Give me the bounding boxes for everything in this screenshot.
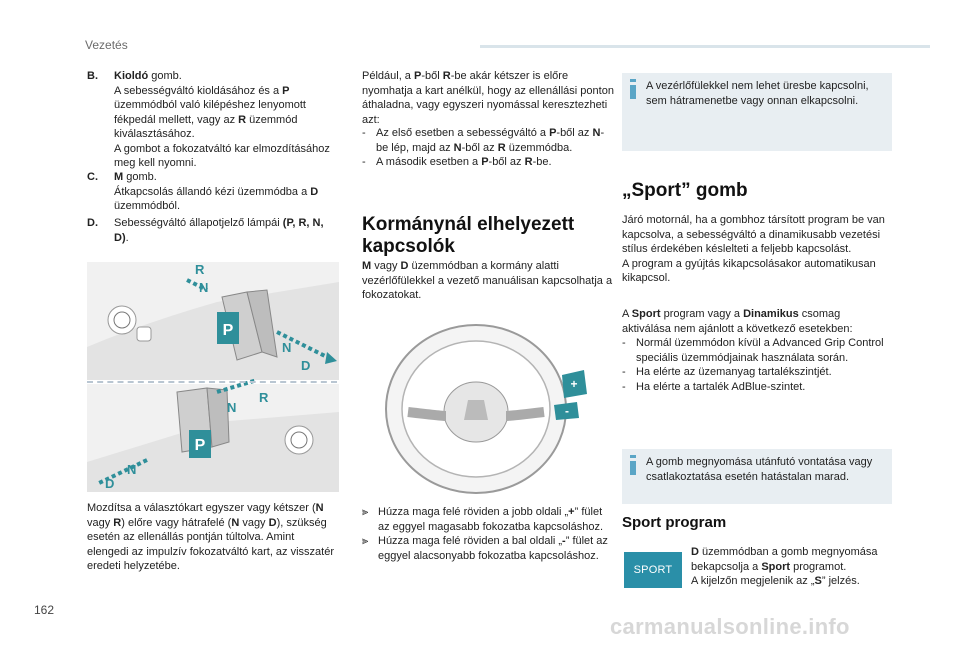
dash-item: - Az első esetben a sebességváltó a P-ből az N-be lép, majd az N-ből az R üzemmódba. (362, 127, 605, 154)
sport-button-icon: SPORT (624, 552, 682, 588)
figure-n2-top: N (282, 340, 292, 355)
info-text: A gomb megnyomása utánfutó vontatása vagy csatlakoztatása esetén hatástalan marad. (646, 456, 873, 483)
section-heading-sport: „Sport” gomb (622, 180, 748, 201)
item-b (87, 69, 337, 171)
figure-n-top: N (199, 280, 209, 295)
dash-item: - Normál üzemmódon kívül a Advanced Grip Control speciális üzemmódjainak használata során. (622, 337, 884, 364)
item-body (114, 69, 337, 171)
item-b-line3: A gombot a fokozatváltó kar elmozdításához meg kell nyomni. (114, 142, 330, 169)
running-header: Vezetés (85, 38, 128, 52)
svg-text:+: + (570, 377, 578, 391)
col3-dash-list (622, 336, 892, 394)
step-item: ⫸ Húzza maga felé röviden a jobb oldali „+” fület az eggyel magasabb fokozatba kapcsoláshoz. (362, 506, 604, 533)
dash-item: - A második esetben a P-ből az R-be. (362, 156, 552, 168)
item-body (114, 170, 337, 214)
item-key: B. (87, 70, 98, 82)
figure-r-top: R (195, 262, 205, 277)
item-c (87, 170, 337, 214)
col2-steps (362, 505, 614, 563)
figure-p-bottom: P (194, 437, 206, 454)
watermark: carmanualsonline.info (610, 614, 850, 639)
subheading-sport-program: Sport program (622, 514, 727, 531)
figure-divider (87, 381, 337, 383)
figure-n-bottom: N (227, 400, 237, 415)
info-icon (630, 455, 640, 498)
header-bar (480, 45, 930, 48)
dash-item: - Ha elérte a tartalék AdBlue-szintet. (622, 380, 806, 393)
item-b-line2: A sebességváltó kioldásához és a P üzemmódból való kilépéshez lenyomott fékpedál mellett, vagy az R üzemmód kiválasztásához. (114, 84, 306, 140)
steering-wheel-figure (372, 320, 604, 498)
figure-d-top: D (301, 358, 311, 373)
col3-para2: A Sport program vagy a Dinamikus csomag aktiválása nem ajánlott a következő esetekben: (622, 308, 853, 335)
sport-program-text: D üzemmódban a gomb megnyomása bekapcsolja a Sport programot. A kijelzőn megjelenik az „S” jelzés. (691, 546, 878, 587)
section-heading-steering: Kormánynál elhelyezett kapcsolók (362, 214, 575, 257)
figure-r-bottom: R (259, 390, 269, 405)
figure-d-bottom: D (105, 476, 115, 491)
info-icon (630, 79, 640, 145)
info-box-paddles (622, 73, 892, 151)
item-c-line1: M gomb. (114, 171, 157, 183)
item-c-line2: Átkapcsolás állandó kézi üzemmódba a D üzemmódból. (114, 185, 319, 212)
svg-text:-: - (565, 404, 569, 418)
info-text: A vezérlőfülekkel nem lehet üresbe kapcsolni, sem hátramenetbe vagy onnan elkapcsolni. (646, 80, 869, 107)
step-glyph: ⫸ (362, 535, 369, 547)
col2-para: M vagy D üzemmódban a kormány alatti vezérlőfülekkel a vezető manuálisan kapcsolhatja a fokozatokat. (362, 260, 613, 301)
col2-intro: Például, a P-ből R-be akár kétszer is előre nyomhatja a kart anélkül, hogy az ellenállási ponton áthaladna, vagy egyszeri nyomással keresztezheti azt: (362, 70, 614, 126)
step-glyph: ⫸ (362, 506, 369, 518)
info-box-trailer (622, 449, 892, 504)
dash-item: - Ha elérte az üzemanyag tartalékszintjét. (622, 366, 832, 378)
col2-dash-list (362, 126, 614, 170)
col1-bottom-text: Mozdítsa a választókart egyszer vagy kétszer (N vagy R) előre vagy hátrafelé (N vagy D), szükség esetén az ellenállás pontján túltolva. Amint elengedi az impulzív fokozatváltó kart, az visszatér eredeti helyzetébe. (87, 502, 335, 572)
item-key: C. (87, 171, 98, 183)
col3-para1: Járó motornál, ha a gombhoz társított program be van kapcsolva, a sebességváltó a dinamikusabb vezetési stílus érdekében késlelteti a feljebb kapcsolást. A program a gyújtás kikapcsolásakor automatikusan kikapcsol. (622, 214, 885, 284)
figure-p-top: P (222, 322, 234, 339)
item-d (87, 216, 337, 245)
item-key: D. (87, 217, 98, 229)
item-body: Sebességváltó állapotjelző lámpái (P, R, N, D). (114, 217, 324, 244)
gear-selector-figure (87, 262, 339, 492)
step-item: ⫸ Húzza maga felé röviden a bal oldali „-” fület az eggyel alacsonyabb fokozatba kapcsoláshoz. (362, 535, 608, 562)
figure-n2-bottom: N (127, 462, 137, 477)
item-b-line1: Kioldó gomb. (114, 70, 182, 82)
page-number: 162 (34, 603, 55, 617)
